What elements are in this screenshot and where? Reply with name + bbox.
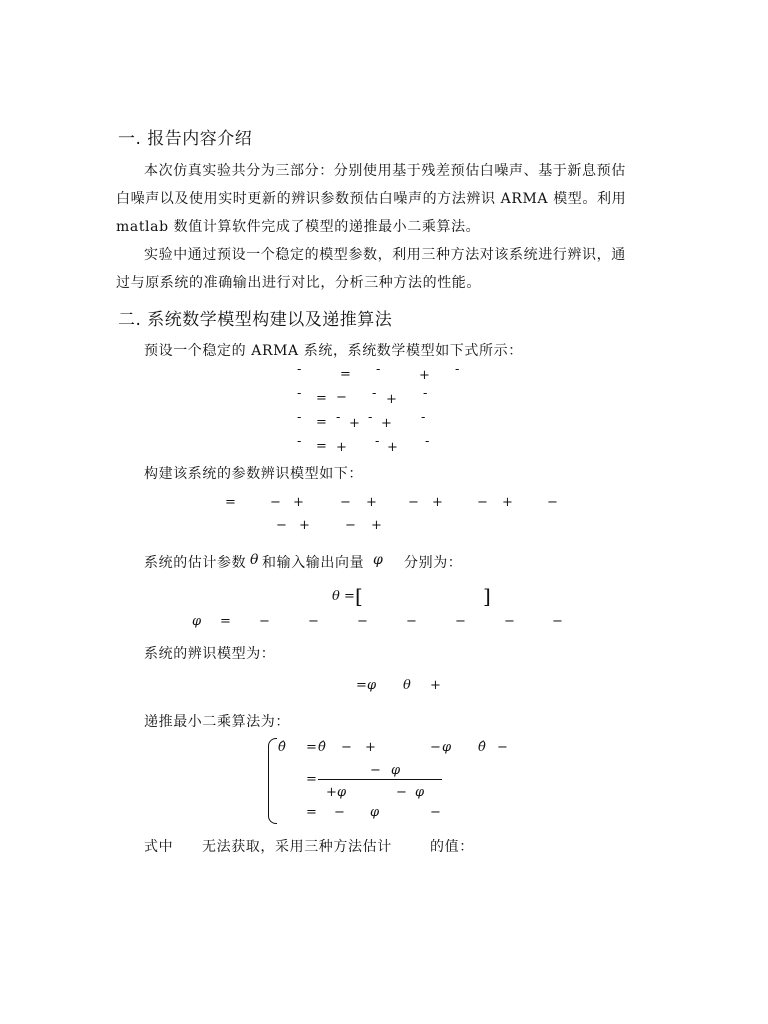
param-symbol: + — [293, 495, 304, 510]
model-symbol: + — [387, 440, 398, 455]
rls-symbol: φ — [370, 805, 380, 820]
closing-part-2: 无法获取，采用三种方法估计 — [202, 839, 392, 855]
vector-label-part-a: 系统的估计参数 — [144, 555, 247, 571]
phi-symbol: − — [552, 614, 563, 629]
ident-symbol: θ — [403, 678, 411, 693]
param-symbol: − — [340, 495, 351, 510]
param-symbol: + — [299, 518, 310, 533]
param-model-label: 构建该系统的参数辨识模型如下： — [144, 466, 363, 482]
param-symbol: − — [276, 518, 287, 533]
param-symbol: − — [477, 495, 488, 510]
model-symbol: - — [297, 410, 302, 425]
param-symbol: − — [547, 495, 558, 510]
model-symbol: - — [368, 410, 373, 425]
theta-open-bracket: [ — [355, 584, 363, 608]
paragraph-2-line-2: 过与原系统的准确输出进行对比，分析三种方法的性能。 — [116, 275, 481, 291]
rls-symbol: θ̂ — [278, 740, 286, 755]
param-symbol: + — [502, 495, 513, 510]
rls-symbol: − — [341, 740, 352, 755]
model-symbol: - — [376, 362, 381, 377]
param-symbol: − — [408, 495, 419, 510]
rls-denominator: − — [396, 785, 407, 800]
param-symbol: − — [270, 495, 281, 510]
vector-label-part-b: 和输入输出向量 — [262, 555, 365, 571]
phi-symbol: − — [308, 614, 319, 629]
section-2-heading: 二. 系统数学模型构建以及递推算法 — [118, 310, 393, 330]
theta-close-bracket: ] — [483, 584, 491, 608]
phi-symbol: − — [357, 614, 368, 629]
rls-gain-equals: = — [306, 772, 317, 787]
rls-symbol: − — [334, 805, 345, 820]
closing-part-1: 式中 — [144, 839, 174, 855]
param-symbol: = — [225, 495, 236, 510]
arma-intro-text: 预设一个稳定的 ARMA 系统，系统数学模型如下式所示： — [144, 343, 523, 359]
phi-symbol: − — [406, 614, 417, 629]
model-symbol: + — [381, 416, 392, 431]
phi-symbol: − — [504, 614, 515, 629]
model-symbol: - — [297, 434, 302, 449]
model-symbol: + — [419, 368, 430, 383]
rls-symbol: φ — [442, 740, 452, 755]
model-symbol: - — [455, 362, 460, 377]
rls-label: 递推最小二乘算法为： — [144, 714, 290, 730]
ident-symbol: φ — [367, 678, 377, 693]
model-symbol: - — [297, 362, 302, 377]
rls-symbol: − — [430, 805, 441, 820]
phi-symbol: − — [455, 614, 466, 629]
model-symbol: - — [421, 410, 426, 425]
model-symbol: - — [423, 386, 428, 401]
paragraph-1-line-2: 白噪声以及使用实时更新的辨识参数预估白噪声的方法辨识 ARMA 模型。利用 — [116, 191, 627, 207]
rls-denominator: + — [326, 785, 337, 800]
rls-symbol: = — [306, 740, 317, 755]
rls-symbol: θ̂ — [478, 740, 486, 755]
model-symbol: + — [349, 416, 360, 431]
model-symbol: = — [316, 391, 327, 406]
vector-label-part-c: 分别为： — [404, 555, 463, 571]
identification-model-label: 系统的辨识模型为： — [144, 646, 276, 662]
model-symbol: = — [340, 367, 351, 382]
param-symbol: + — [432, 495, 443, 510]
model-symbol: - — [375, 434, 380, 449]
paragraph-1-line-3: matlab 数值计算软件完成了模型的递推最小二乘算法。 — [116, 219, 481, 235]
theta-lhs: θ — [332, 589, 340, 604]
model-symbol: = — [316, 439, 327, 454]
section-1-heading: 一. 报告内容介绍 — [118, 129, 253, 149]
rls-denominator: φ — [337, 785, 347, 800]
model-symbol: = — [316, 415, 327, 430]
paragraph-2-line-1: 实验中通过预设一个稳定的模型参数，利用三种方法对该系统进行辨识，通 — [144, 247, 626, 263]
model-symbol: + — [386, 392, 397, 407]
phi-symbol: − — [259, 614, 270, 629]
phi-lhs: φ — [192, 614, 202, 629]
rls-symbol: θ̂ — [318, 740, 326, 755]
ident-symbol: = — [356, 678, 367, 693]
param-symbol: − — [345, 518, 356, 533]
param-symbol: + — [366, 495, 377, 510]
rls-denominator: φ — [415, 785, 425, 800]
model-symbol: - — [425, 434, 430, 449]
model-symbol: − — [336, 390, 347, 405]
param-symbol: + — [371, 518, 382, 533]
rls-symbol: + — [365, 740, 376, 755]
ident-symbol: + — [430, 678, 441, 693]
model-symbol: - — [297, 386, 302, 401]
model-symbol: - — [336, 410, 341, 425]
rls-numerator: − — [370, 763, 381, 778]
left-brace — [268, 738, 277, 824]
closing-part-3: 的值： — [430, 839, 474, 855]
rls-symbol: − — [430, 740, 441, 755]
rls-numerator: φ — [391, 763, 401, 778]
phi-symbol: φ — [373, 552, 384, 568]
paragraph-1-line-1: 本次仿真实验共分为三部分：分别使用基于残差预估白噪声、基于新息预估 — [144, 163, 626, 179]
rls-symbol: = — [306, 805, 317, 820]
model-symbol: - — [372, 386, 377, 401]
phi-equals: = — [220, 614, 231, 629]
fraction-bar — [318, 779, 442, 780]
theta-symbol: θ — [250, 552, 260, 568]
rls-symbol: − — [497, 740, 508, 755]
theta-equals: = — [344, 589, 355, 604]
model-symbol: + — [336, 440, 347, 455]
